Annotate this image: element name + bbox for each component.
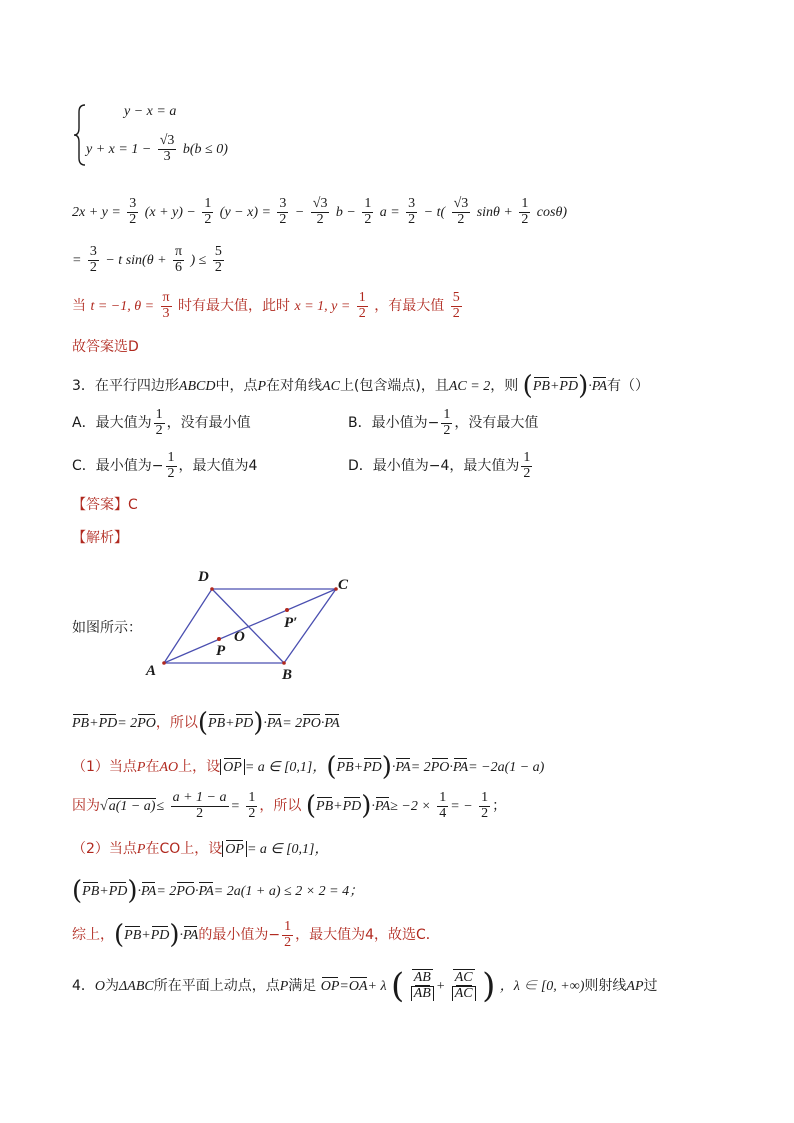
question-4: 4．O为ΔABC所在平面上动点，点P满足 OP=OA+ λ ( $\frac{AB}{AB}$ + $\frac{AC}{AC}$ ) ，λ ∈ [0, +∞)则射线AP过 bbox=[72, 966, 658, 1006]
conclusion: 综上，(PB+PD)·PA的最小值为− $\frac{1}{2}$ ，最大值为4，故选C． bbox=[72, 919, 440, 951]
label-p-prime: P′ bbox=[284, 615, 298, 631]
option-d[interactable]: D．最小值为−4，最大值为 $\frac{1}{2}$ bbox=[348, 450, 531, 481]
option-b[interactable]: B．最小值为− $\frac{1}{2}$ ，没有最大值 bbox=[348, 407, 539, 438]
figure-intro: 如图所示： bbox=[72, 620, 142, 636]
vector-sum-step: PB+PD= 2PO，所以(PB+PD)·PA= 2PO·PA bbox=[72, 708, 340, 738]
system-brace-icon bbox=[73, 104, 87, 166]
case-1-statement: （1）当点P在AO上，设 OP = a ∈ [0,1]，(PB+PD)·PA= 2PO·PA= −2a(1 − a) bbox=[72, 752, 545, 782]
question-3: 3．在平行四边形ABCD中，点P在对角线AC上(包含端点)，且AC = 2，则 (PB+PD)·PA有（） bbox=[72, 371, 650, 401]
label-a: A bbox=[146, 663, 157, 679]
label-b: B bbox=[282, 667, 293, 683]
max-value-statement: 当 t = −1, θ = $\frac{\pi}{3}$ 时有最大值，此时 x = 1, y = $\frac{1}{2}$ ，有最大值 $\frac{5}{2}$ bbox=[72, 290, 460, 321]
answer-tag: 【答案】C bbox=[72, 497, 138, 513]
point-p-prime-dot bbox=[285, 608, 289, 612]
system-equation-1: y − x = a bbox=[124, 104, 177, 119]
label-c: C bbox=[338, 577, 349, 593]
equation-tsin: = $\frac{3}{2}$ − t sin(θ + $\frac{\pi}{6}$ ) ≤ $\frac{5}{2}$ bbox=[72, 244, 222, 275]
case-2-result: (PB+PD)·PA= 2PO·PA= 2a(1 + a) ≤ 2 × 2 = 4； bbox=[72, 876, 364, 906]
label-o: O bbox=[234, 629, 245, 645]
option-c[interactable]: C．最小值为− $\frac{1}{2}$ ，最大值为4 bbox=[72, 450, 258, 481]
previous-answer: 故答案选D bbox=[72, 339, 139, 355]
point-p-dot bbox=[217, 637, 221, 641]
option-a[interactable]: A．最大值为 $\frac{1}{2}$ ，没有最小值 bbox=[72, 407, 251, 438]
point-b-dot bbox=[282, 661, 286, 665]
system-equation-2: y + x = 1 − $\frac{√3}{3}$ b(b ≤ 0) bbox=[86, 133, 228, 164]
label-p: P bbox=[216, 643, 226, 659]
case-2-statement: （2）当点P在CO上，设 OP = a ∈ [0,1]， bbox=[72, 841, 329, 857]
equation-2x-plus-y: 2x + y = $\frac{3}{2}$ (x + y) − $\frac{1}{2}$ (y − x) = $\frac{3}{2}$ − $\frac{√3}{2}$ b − $\frac{1}{2}$ a = $\frac{3}{2}$ − t( $\frac{√3}{2}$ sinθ + $\frac{1}{2}$ cosθ) bbox=[72, 196, 567, 227]
point-a-dot bbox=[162, 661, 166, 665]
parallelogram-figure bbox=[140, 565, 360, 683]
analysis-tag: 【解析】 bbox=[72, 530, 128, 546]
inequality-step: 因为√a(1 − a)≤ $\frac{a + 1 - a}{2}$ = $\frac{1}{2}$ ，所以 (PB+PD)·PA≥ −2 × $\frac{1}{4}$ = − $\frac{1}{2}$ ； bbox=[72, 790, 507, 822]
label-d: D bbox=[198, 569, 209, 585]
point-d-dot bbox=[210, 587, 214, 591]
